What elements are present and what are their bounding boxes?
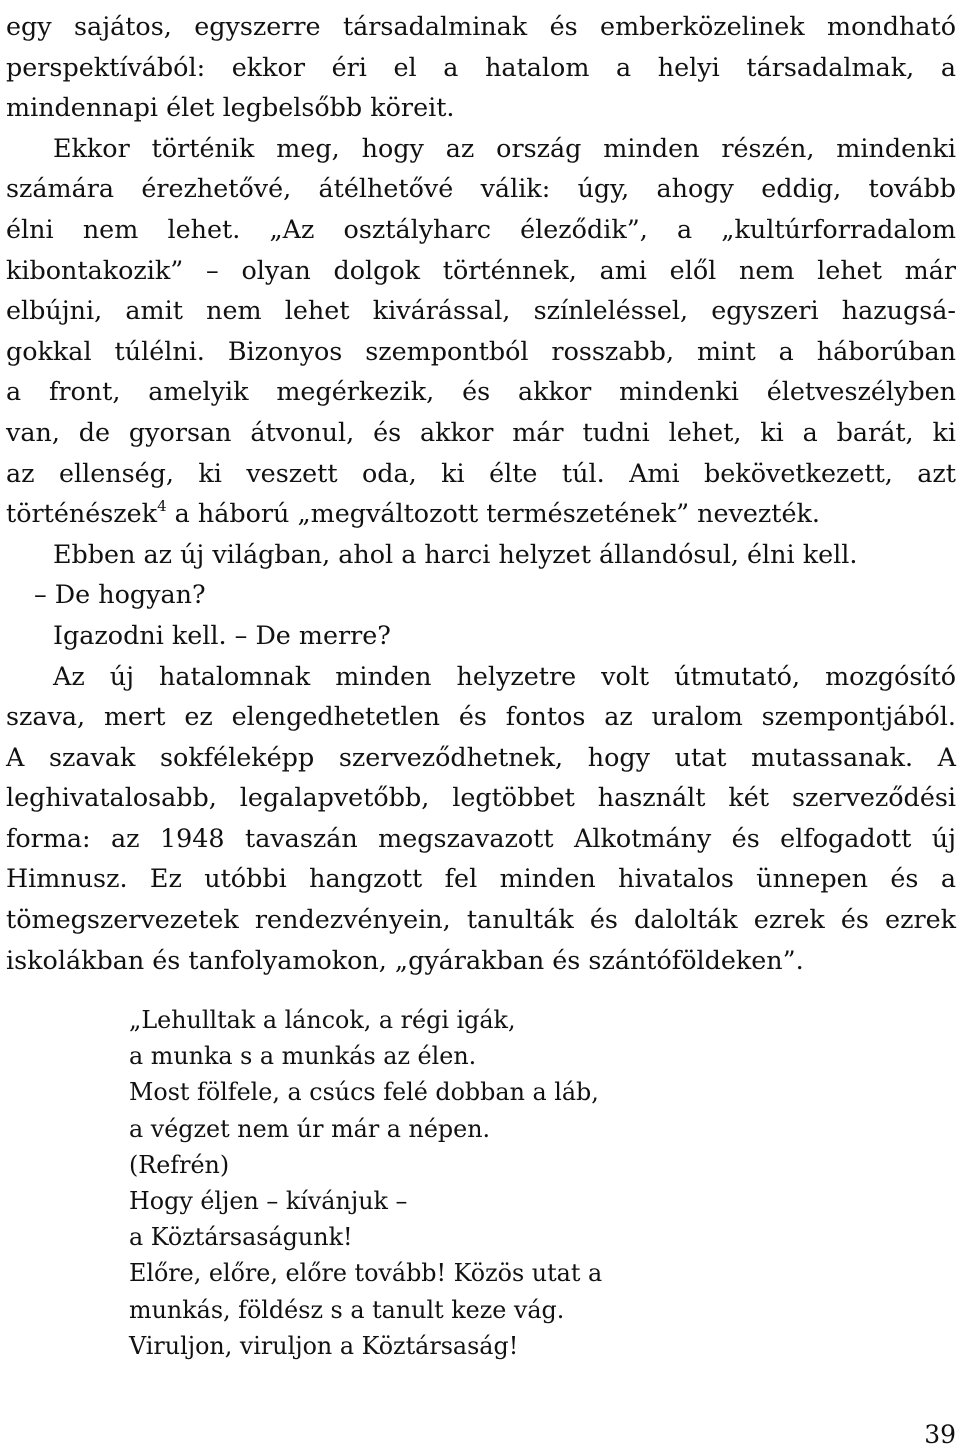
body-line-text: elbújni, amit nem lehet kivárással, színleléssel, egyszeri hazugsá- xyxy=(6,295,956,326)
footnote-marker[interactable]: 4 xyxy=(157,497,167,516)
body-line-text: perspektívából: ekkor éri el a hatalom a helyi társadalmak, a xyxy=(6,51,956,82)
body-line xyxy=(6,290,956,331)
body-line xyxy=(6,737,956,778)
poem-quote xyxy=(129,1002,602,1364)
body-line xyxy=(6,534,956,575)
body-line-text: élni nem lehet. „Az osztályharc éleződik”, a „kultúrforradalom xyxy=(6,213,956,244)
body-line xyxy=(6,209,956,250)
body-line xyxy=(6,818,956,859)
body-line xyxy=(6,899,956,940)
body-line xyxy=(6,574,956,615)
poem-line: a munka s a munkás az élen. xyxy=(129,1042,477,1071)
body-line xyxy=(6,656,956,697)
document-page xyxy=(6,0,956,980)
body-line-text: Ebben az új világban, ahol a harci helyzet állandósul, élni kell. xyxy=(53,538,858,569)
body-line xyxy=(6,858,956,899)
body-line xyxy=(6,250,956,291)
body-line xyxy=(6,87,956,128)
body-line-text: egy sajátos, egyszerre társadalminak és emberközelinek mondható xyxy=(6,11,956,41)
body-line xyxy=(6,168,956,209)
poem-line: Hogy éljen – kívánjuk – xyxy=(129,1187,408,1216)
body-line-text: tömegszervezetek rendezvényein, tanulták és dalolták ezrek és ezrek xyxy=(6,904,956,935)
body-line-text: leghivatalosabb, legalapvetőbb, legtöbbet használt két szerveződési xyxy=(6,782,956,813)
body-line-text-after: a háború „megváltozott természetének” nevezték. xyxy=(166,498,820,529)
body-line-text: van, de gyorsan átvonul, és akkor már tudni lehet, ki a barát, ki xyxy=(6,416,956,447)
body-line-text: Az új hatalomnak minden helyzetre volt útmutató, mozgósító xyxy=(53,660,956,691)
body-line-text: Himnusz. Ez utóbbi hangzott fel minden hivatalos ünnepen és a xyxy=(6,863,956,894)
body-line-text: az ellenség, ki veszett oda, ki élte túl. Ami bekövetkezett, azt xyxy=(6,457,956,488)
body-line-text: A szavak sokféleképp szerveződhetnek, hogy utat mutassanak. A xyxy=(6,741,956,772)
body-line-text: a front, amelyik megérkezik, és akkor mindenki életveszélyben xyxy=(6,376,956,407)
body-line xyxy=(6,940,956,981)
body-line-text: szava, mert ez elengedhetetlen és fontos az uralom szempontjából. xyxy=(6,701,956,732)
body-line xyxy=(6,453,956,494)
body-line xyxy=(6,412,956,453)
poem-line: „Lehulltak a láncok, a régi igák, xyxy=(129,1006,516,1034)
poem-line: Viruljon, viruljon a Köztársaság! xyxy=(129,1331,519,1360)
body-line xyxy=(6,696,956,737)
body-line-text: történészek xyxy=(6,498,158,529)
body-line-text: mindennapi élet legbelsőbb köreit. xyxy=(6,92,455,123)
body-line-text: iskolákban és tanfolyamokon, „gyárakban és szántóföldeken”. xyxy=(6,944,804,975)
page-number: 39 xyxy=(924,1420,956,1449)
poem-line: munkás, földész s a tanult keze vág. xyxy=(129,1295,565,1324)
poem-line: (Refrén) xyxy=(129,1150,230,1179)
body-line xyxy=(6,615,956,656)
body-line-text: forma: az 1948 tavaszán megszavazott Alkotmány és elfogadott új xyxy=(6,822,956,853)
poem-line: Előre, előre, előre tovább! Közös utat a xyxy=(129,1259,603,1288)
body-line-text: kibontakozik” – olyan dolgok történnek, ami elől nem lehet már xyxy=(6,254,956,285)
body-line xyxy=(6,493,956,534)
body-line-text: Igazodni kell. – De merre? xyxy=(53,619,391,650)
poem-line: Most fölfele, a csúcs felé dobban a láb, xyxy=(129,1078,599,1107)
poem-line: a Köztársaságunk! xyxy=(129,1223,353,1252)
body-line xyxy=(6,331,956,372)
body-line xyxy=(6,128,956,169)
body-line-text: – De hogyan? xyxy=(34,579,206,610)
body-line-text: Ekkor történik meg, hogy az ország minden részén, mindenki xyxy=(53,132,956,163)
body-line xyxy=(6,777,956,818)
body-text xyxy=(6,6,956,980)
body-line xyxy=(6,47,956,88)
poem-line: a végzet nem úr már a népen. xyxy=(129,1114,491,1143)
body-line xyxy=(6,371,956,412)
body-line xyxy=(6,6,956,47)
body-line-text: számára érezhetővé, átélhetővé válik: úgy, ahogy eddig, tovább xyxy=(6,173,956,204)
body-line-text: gokkal túlélni. Bizonyos szempontból rosszabb, mint a háborúban xyxy=(6,335,956,366)
